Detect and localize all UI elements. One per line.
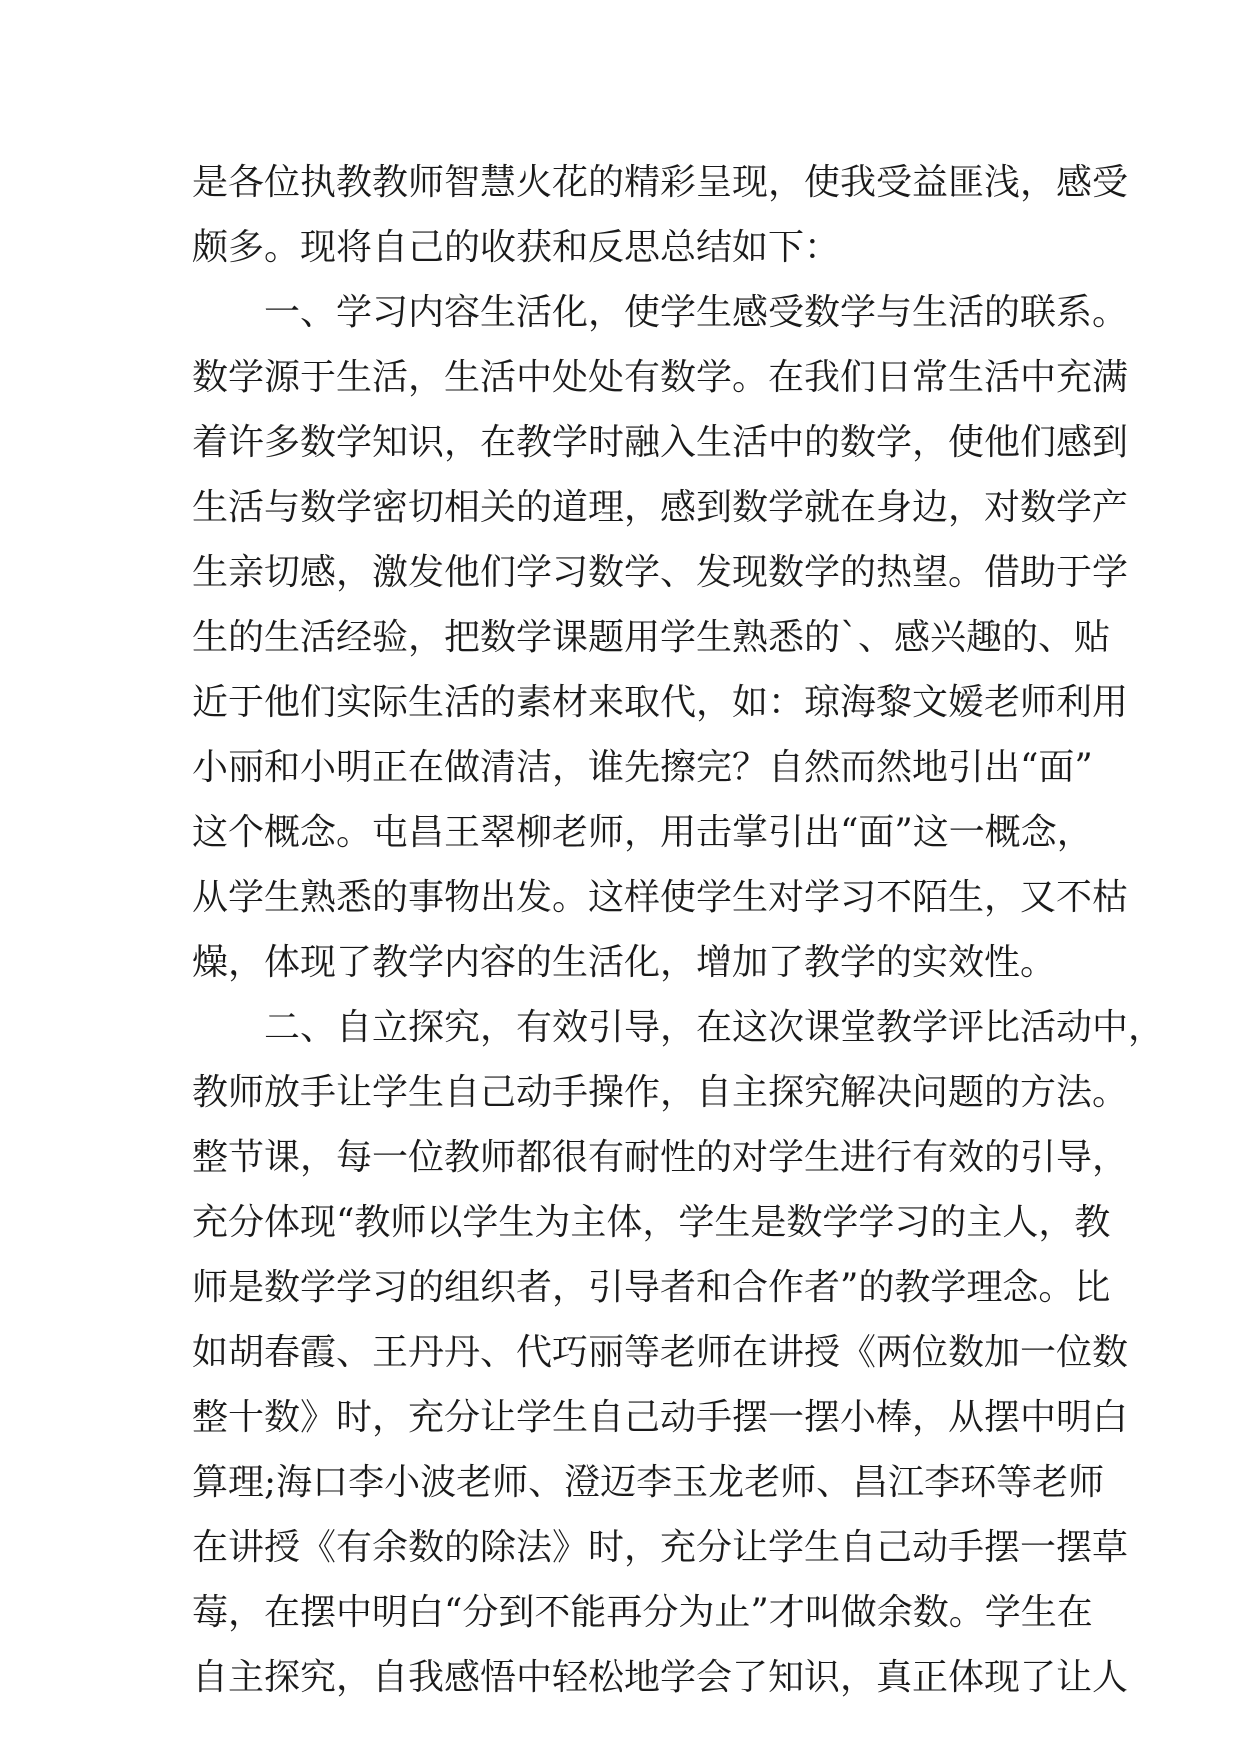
text-line: 着许多数学知识，在教学时融入生活中的数学，使他们感到 [192,422,1129,463]
text-line: 一、学习内容生活化，使学生感受数学与生活的联系。 [264,292,1129,333]
text-line: 充分体现“教师以学生为主体，学生是数学学习的主人，教 [192,1202,1111,1243]
text-line: 莓，在摆中明白“分到不能再分为止”才叫做余数。学生在 [192,1592,1093,1633]
text-line: 颇多。现将自己的收获和反思总结如下： [192,227,841,268]
text-line: 近于他们实际生活的素材来取代，如：琼海黎文嫒老师利用 [192,682,1129,723]
text-line: 二、自立探究，有效引导，在这次课堂教学评比活动中， [264,1007,1165,1048]
text-line: 从学生熟悉的事物出发。这样使学生对学习不陌生，又不枯 [192,877,1129,918]
text-line: 小丽和小明正在做清洁，谁先擦完？自然而然地引出“面” [192,747,1093,788]
text-line: 生活与数学密切相关的道理，感到数学就在身边，对数学产 [192,487,1129,528]
text-line: 自主探究，自我感悟中轻松地学会了知识，真正体现了让人 [192,1657,1129,1698]
text-line: 生亲切感，激发他们学习数学、发现数学的热望。借助于学 [192,552,1129,593]
text-line: 整十数》时，充分让学生自己动手摆一摆小棒，从摆中明白 [192,1397,1129,1438]
text-line: 算理;海口李小波老师、澄迈李玉龙老师、昌江李环等老师 [192,1462,1105,1503]
text-line: 整节课，每一位教师都很有耐性的对学生进行有效的引导， [192,1137,1129,1178]
text-line: 这个概念。屯昌王翠柳老师，用击掌引出“面”这一概念， [192,812,1093,853]
text-line: 生的生活经验，把数学课题用学生熟悉的`、感兴趣的、贴 [192,617,1111,658]
text-line: 燥，体现了教学内容的生活化，增加了教学的实效性。 [192,942,1057,983]
body-text [192,150,1165,1710]
text-line: 教师放手让学生自己动手操作，自主探究解决问题的方法。 [192,1072,1129,1113]
text-line: 在讲授《有余数的除法》时，充分让学生自己动手摆一摆草 [192,1527,1129,1568]
text-line: 师是数学学习的组织者，引导者和合作者”的教学理念。比 [192,1267,1111,1308]
text-line: 是各位执教教师智慧火花的精彩呈现，使我受益匪浅，感受 [192,162,1129,203]
text-line: 数学源于生活，生活中处处有数学。在我们日常生活中充满 [192,357,1129,398]
text-line: 如胡春霞、王丹丹、代巧丽等老师在讲授《两位数加一位数 [192,1332,1129,1373]
